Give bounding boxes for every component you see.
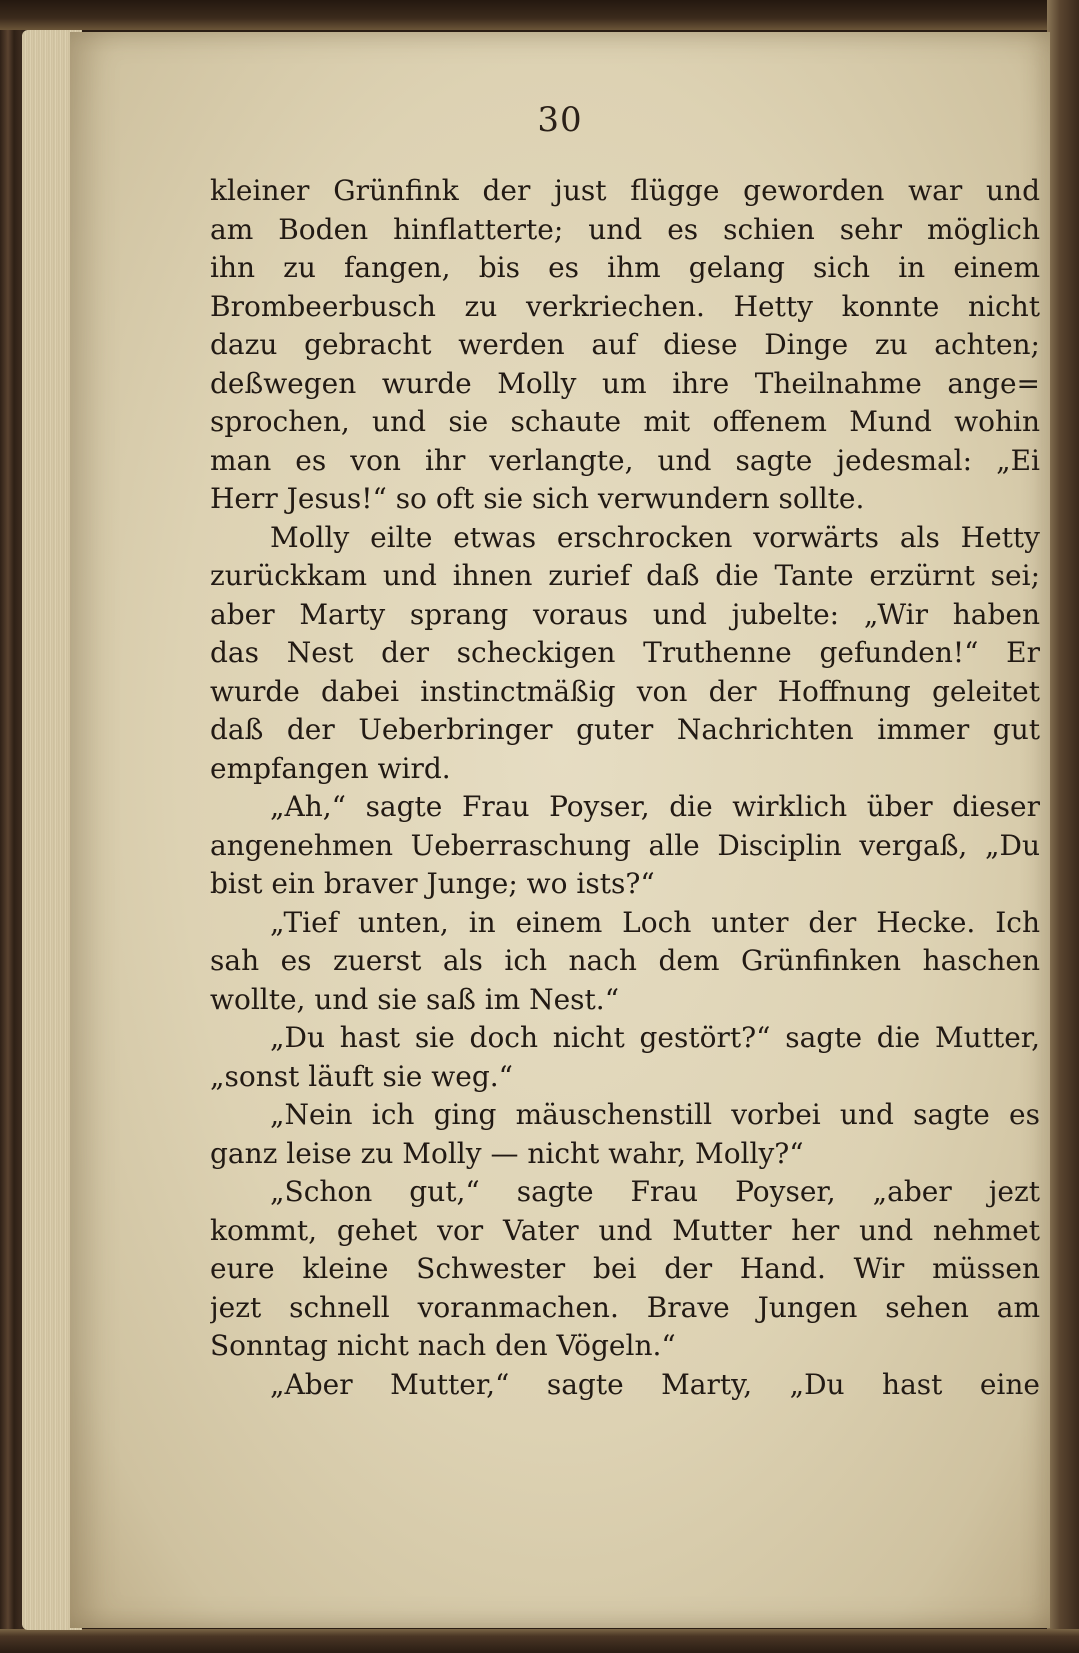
book-page bbox=[70, 32, 1050, 1628]
text-line: Brombeerbusch zu verkriechen. Hetty konnte nicht bbox=[210, 289, 1040, 323]
text-line: man es von ihr verlangte, und sagte jedesmal: „Ei bbox=[210, 443, 1040, 477]
text-line: Sonntag nicht nach den Vögeln.“ bbox=[210, 1329, 676, 1362]
text-line: „Schon gut,“ sagte Frau Poyser, „aber jezt bbox=[270, 1175, 1040, 1208]
text-line: eure kleine Schwester bei der Hand. Wir müssen bbox=[210, 1252, 1040, 1285]
book-cover-right bbox=[1047, 0, 1079, 1653]
book-cover-bottom bbox=[0, 1629, 1079, 1653]
text-line: „Nein ich ging mäuschenstill vorbei und sagte es bbox=[270, 1098, 1040, 1131]
text-line: wurde dabei instinctmäßig von der Hoffnung geleitet bbox=[210, 674, 1040, 708]
text-line: „Aber Mutter,“ sagte Marty, „Du hast eine bbox=[270, 1367, 1040, 1401]
text-line: jezt schnell voranmachen. Brave Jungen sehen am bbox=[210, 1290, 1040, 1324]
text-line: ganz leise zu Molly — nicht wahr, Molly?“ bbox=[210, 1136, 804, 1170]
text-line: empfangen wird. bbox=[210, 751, 451, 785]
text-line: kleiner Grünfink der just flügge geworden war und bbox=[210, 174, 1040, 207]
book-cover-top bbox=[0, 0, 1079, 30]
text-line: sprochen, und sie schaute mit offenem Mund wohin bbox=[210, 405, 1040, 438]
text-line: „Tief unten, in einem Loch unter der Hecke. Ich bbox=[270, 905, 1040, 939]
text-line: „Ah,“ sagte Frau Poyser, die wirklich über dieser bbox=[270, 790, 1040, 823]
text-line: Herr Jesus!“ so oft sie sich verwundern sollte. bbox=[210, 482, 865, 515]
text-line: „sonst läuft sie weg.“ bbox=[210, 1059, 513, 1093]
text-line: deßwegen wurde Molly um ihre Theilnahme ange= bbox=[210, 366, 1040, 400]
text-line: „Du hast sie doch nicht gestört?“ sagte die Mutter, bbox=[270, 1021, 1040, 1054]
page-text bbox=[210, 172, 1040, 1404]
text-line: das Nest der scheckigen Truthenne gefunden!“ Er bbox=[210, 636, 1040, 669]
text-line: zurückkam und ihnen zurief daß die Tante erzürnt sei; bbox=[210, 559, 1040, 592]
text-line: aber Marty sprang voraus und jubelte: „Wir haben bbox=[210, 597, 1040, 631]
text-line: daß der Ueberbringer guter Nachrichten immer gut bbox=[210, 713, 1040, 746]
text-line: am Boden hinflatterte; und es schien sehr möglich bbox=[210, 212, 1040, 246]
page-number: 30 bbox=[537, 100, 583, 140]
text-line: ihn zu fangen, bis es ihm gelang sich in einem bbox=[210, 251, 1040, 284]
text-line: dazu gebracht werden auf diese Dinge zu achten; bbox=[210, 328, 1040, 361]
text-line: bist ein braver Junge; wo ists?“ bbox=[210, 867, 655, 900]
text-line: sah es zuerst als ich nach dem Grünfinken haschen bbox=[210, 944, 1040, 977]
text-line: Molly eilte etwas erschrocken vorwärts als Hetty bbox=[270, 520, 1040, 554]
text-line: kommt, gehet vor Vater und Mutter her und nehmet bbox=[210, 1213, 1040, 1247]
text-line: angenehmen Ueberraschung alle Disciplin vergaß, „Du bbox=[210, 828, 1040, 862]
text-line: wollte, und sie saß im Nest.“ bbox=[210, 982, 620, 1016]
